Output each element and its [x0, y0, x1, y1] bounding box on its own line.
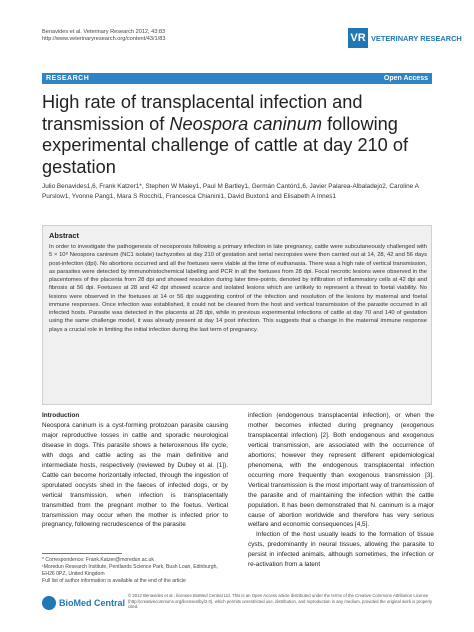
citation: Benavides et al. Veterinary Research 2012, 43:83	[42, 29, 166, 35]
article-type: RESEARCH	[46, 74, 90, 82]
abstract-heading: Abstract	[49, 231, 79, 240]
title-part1: High rate of transplacental infection and transmission of	[42, 92, 363, 134]
body-paragraph: infection (endogenous transplacental infection), or when the mother becomes infected during pregnancy (exogenous transplacental infection) [2]. Both endogenous and exogenous vertical transmission, are associated with the occurrence of abortions; however they represent different epidemiological phenomena, with the endogenous transplacental infection occurring more frequently than exogenous transmission [3]. Vertical transmission is the most important way of transmission of the parasite and of maintaining the infection within the cattle population. It has been demonstrated that N. caninum is a major cause of abortion worldwide and therefore has very serious welfare and economic consequences [4,5].	[248, 412, 434, 529]
article-title	[42, 92, 432, 178]
body-right-column	[248, 411, 434, 570]
title-part2: following experimental challenge of cattle at day 210 of gestation	[42, 113, 409, 177]
author-info-note: Full list of author information is available at the end of the article	[42, 578, 186, 584]
biomed-central-icon	[42, 596, 56, 610]
author-list: Julio Benavides1,6, Frank Katzer1*, Stephen W Maley1, Paul M Bartley1, Germán Cantón1,6, Javier Palarea-Albaladejo2, Caroline A Purslow1, Yvonne Pang1, Mara S Rocchi1, Francesca Chianini1, David Buxton1 and Elisabeth A Innes1	[42, 183, 419, 200]
abstract-text: In order to investigate the pathogenesis of neosporosis following a primary infection in late pregnancy, cattle were subcutaneously challenged with 5 × 10⁸ Neospora caninum (NC1 isolate) tachyzoites at day 210 of gestation and serial necropsies were then carried out at 14, 28, 42 and 56 days post-infection (dpi). No abortions occurred and all the foetuses were viable at the time of euthanasia. There was a high rate of vertical transmission, as parasites were detected by immunohistochemical labelling and PCR in all the foetuses from 28 dpi. Focal necrotic lesions were observed in the placentomes of the placenta from 28 dpi and showed resolution during later time-points, denoted by infiltration of inflammatory cells at 42 dpi and fibrosis at 56 dpi. Foetuses at 28 and 42 dpi showed scarce and isolated lesions which are unlikely to represent a threat to foetal viability. No lesions were observed in the foetuses at 14 or 56 dpi suggesting control of the infection and resolution of the lesions by maternal and foetal immune responses. Once infection was established, it could not be cleared from the host and vertical transmission of the parasite occurred in all infected hosts. Parasite was detected in the placenta at 28 dpi, while in previous experimental infections of cattle at day 70 and 140 of gestation using the same challenge model, it was already present at day 14 post infection. This suggests that a change in the maternal immune response plays a crucial role in limiting the initial infection during the last term of pregnancy.	[49, 244, 427, 333]
journal-logo[interactable]	[348, 28, 462, 52]
body-left-column	[42, 411, 228, 530]
publisher-logo[interactable]	[42, 596, 126, 612]
open-access-label: Open Access	[383, 74, 428, 82]
section-heading: Introduction	[42, 412, 80, 419]
article-type-bar	[42, 73, 432, 84]
footnote-divider	[42, 553, 122, 554]
affiliation-note: ¹Moredun Research Institute, Pentlands Science Park, Bush Loan, Edinburgh, EH26 0PZ, United Kingdom	[42, 564, 218, 577]
body-paragraph: Neospora caninum is a cyst-forming protozoan parasite causing major reproductive losses in cattle and sporadic neurological disease in dogs. This parasite shows a heteroxenous life cycle, with dogs and cattle acting as the main definitive and intermediate hosts, respectively (reviewed by Dubey et al. [1]). Cattle can become horizontally infected, through the ingestion of sporulated oocysts shed in the faeces of infected dogs, or by vertical transmission, when infection is transplacentally transmitted from the pregnant mother to the foetus. Vertical transmission may occur when the mother is infected prior to pregnancy, following recrudescence of the parasite	[42, 421, 228, 529]
title-species: Neospora caninum	[169, 113, 323, 134]
correspondence-note: * Correspondence: Frank.Katzer@moredun.ac.uk	[42, 557, 154, 563]
article-url[interactable]: http://www.veterinaryresearch.org/content/43/1/83	[42, 36, 166, 42]
publisher-name: BioMed Central	[59, 598, 126, 608]
abstract-box	[42, 225, 432, 405]
journal-logo-text: VETERINARY RESEARCH	[371, 34, 462, 43]
journal-logo-icon: VR	[348, 28, 368, 48]
license-statement: © 2012 Benavides et al.; licensee BioMed Central Ltd. This is an Open Access article distributed under the terms of the Creative Commons Attribution License (http://creativecommons.org/licenses/by/2.0), which permits unrestricted use, distribution, and reproduction in any medium, provided the original work is properly cited.	[128, 593, 433, 610]
body-paragraph: Infection of the host usually leads to the formation of tissue cysts, predominantly in neural tissues, allowing the parasite to persist in infected animals, although sometimes, the infection or re-activation from a latent	[248, 531, 434, 569]
